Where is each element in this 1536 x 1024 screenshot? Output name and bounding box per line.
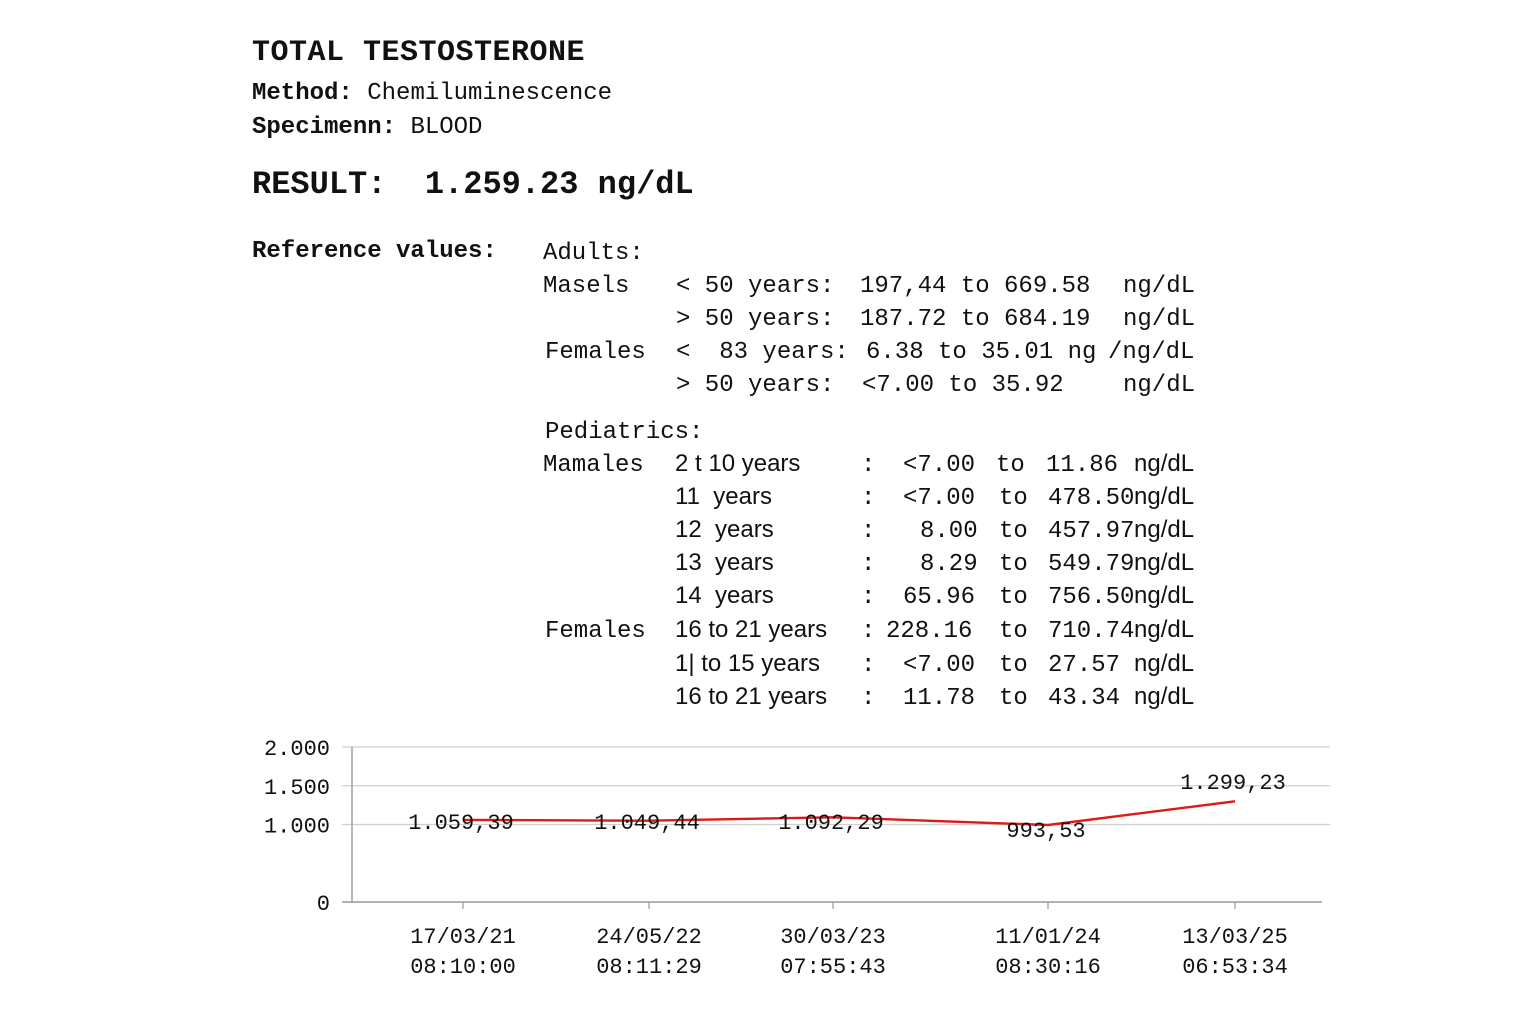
ped-unit: ng/dL bbox=[1134, 450, 1195, 477]
ped-unit: ng/dL bbox=[1134, 616, 1195, 643]
x-tick-date: 30/03/23 bbox=[780, 925, 886, 950]
ped-unit: ng/dL bbox=[1134, 516, 1195, 543]
x-tick-date: 24/05/22 bbox=[596, 925, 702, 950]
adult-range: <7.00 to 35.92 bbox=[862, 372, 1064, 399]
adult-group: Masels bbox=[543, 273, 630, 300]
ped-low: <7.00 bbox=[903, 452, 976, 479]
y-tick-label: 0 bbox=[316, 892, 330, 917]
y-tick-label: 2.000 bbox=[263, 737, 330, 762]
ped-to: to bbox=[999, 685, 1028, 712]
ped-high: 457.97 bbox=[1048, 518, 1135, 545]
x-tick-time: 06:53:34 bbox=[1182, 955, 1288, 980]
ped-low: <7.00 bbox=[903, 485, 976, 512]
x-tick-date: 17/03/21 bbox=[410, 925, 516, 950]
ped-group: Females bbox=[545, 618, 646, 645]
ped-unit: ng/dL bbox=[1134, 483, 1195, 510]
ped-age: 16 to 21 years bbox=[675, 616, 828, 643]
ped-high: 11.86 bbox=[1046, 452, 1119, 479]
ped-sep: : bbox=[861, 452, 876, 479]
x-tick-time: 08:11:29 bbox=[596, 955, 702, 980]
ped-low: 228.16 bbox=[886, 618, 973, 645]
adult-unit: /ng/dL bbox=[1108, 339, 1195, 366]
ped-sep: : bbox=[861, 551, 876, 578]
data-label: 1.299,23 bbox=[1180, 771, 1286, 796]
adult-unit: ng/dL bbox=[1123, 306, 1196, 333]
data-label: 1.049,44 bbox=[594, 811, 700, 836]
ped-age: 14 years bbox=[675, 582, 774, 609]
adult-range: 197,44 to 669.58 bbox=[860, 273, 1091, 300]
specimen-line bbox=[252, 114, 482, 141]
history-line-chart bbox=[0, 720, 1536, 1010]
ped-sep: : bbox=[861, 485, 876, 512]
reference-values-label: Reference values: bbox=[252, 238, 497, 265]
adult-age: < 50 years: bbox=[676, 273, 835, 300]
ped-age: 2 t 10 years bbox=[675, 450, 801, 477]
data-label: 993,53 bbox=[1006, 819, 1086, 844]
adult-age: < 83 years: bbox=[676, 339, 849, 366]
ped-low: 65.96 bbox=[903, 584, 976, 611]
specimen-label: Specimenn: bbox=[252, 114, 397, 141]
adults-heading: Adults: bbox=[543, 240, 644, 267]
ped-unit: ng/dL bbox=[1134, 582, 1195, 609]
method-value: Chemiluminescence bbox=[367, 80, 613, 107]
ped-sep: : bbox=[861, 584, 876, 611]
ped-age: 12 years bbox=[675, 516, 774, 543]
ped-high: 27.57 bbox=[1048, 652, 1121, 679]
ped-low: 8.29 bbox=[920, 551, 978, 578]
ped-to: to bbox=[999, 551, 1028, 578]
method-line bbox=[252, 80, 612, 107]
specimen-value: BLOOD bbox=[410, 114, 483, 141]
data-label: 1.092,29 bbox=[778, 811, 884, 836]
x-tick-time: 08:10:00 bbox=[410, 955, 516, 980]
adult-group: Females bbox=[545, 339, 646, 366]
method-label: Method: bbox=[252, 80, 353, 107]
ped-to: to bbox=[999, 518, 1028, 545]
adult-range: 6.38 to 35.01 ng bbox=[866, 339, 1097, 366]
ped-sep: : bbox=[861, 685, 876, 712]
x-tick-date: 11/01/24 bbox=[995, 925, 1101, 950]
ped-age: 1| to 15 years bbox=[675, 650, 820, 677]
x-tick-date: 13/03/25 bbox=[1182, 925, 1288, 950]
ped-to: to bbox=[999, 485, 1028, 512]
ped-sep: : bbox=[861, 618, 876, 645]
adult-unit: ng/dL bbox=[1123, 273, 1196, 300]
result-label: RESULT: bbox=[252, 166, 387, 203]
y-tick-label: 1.500 bbox=[263, 775, 330, 801]
ped-unit: ng/dL bbox=[1134, 549, 1195, 576]
x-tick-time: 07:55:43 bbox=[780, 955, 886, 980]
x-tick-time: 08:30:16 bbox=[995, 955, 1101, 980]
adult-age: > 50 years: bbox=[676, 306, 835, 333]
ped-to: to bbox=[999, 652, 1028, 679]
ped-low: <7.00 bbox=[903, 652, 976, 679]
pediatrics-heading: Pediatrics: bbox=[545, 419, 704, 446]
data-label: 1.059,39 bbox=[408, 811, 514, 836]
ped-to: to bbox=[999, 584, 1028, 611]
ped-high: 756.50 bbox=[1048, 584, 1135, 611]
ped-high: 478.50 bbox=[1048, 485, 1135, 512]
y-tick-label: 1.000 bbox=[263, 814, 330, 840]
ped-unit: ng/dL bbox=[1134, 650, 1195, 677]
ped-sep: : bbox=[861, 652, 876, 679]
result-value: 1.259.23 ng/dL bbox=[424, 166, 694, 203]
adult-range: 187.72 to 684.19 bbox=[860, 306, 1091, 333]
ped-high: 710.74 bbox=[1048, 618, 1135, 645]
ped-age: 13 years bbox=[675, 549, 774, 576]
ped-high: 43.34 bbox=[1048, 685, 1121, 712]
adult-unit: ng/dL bbox=[1123, 372, 1196, 399]
ped-high: 549.79 bbox=[1048, 551, 1135, 578]
ped-age: 11 years bbox=[675, 483, 772, 510]
ped-low: 8.00 bbox=[920, 518, 978, 545]
ped-to: to bbox=[996, 452, 1025, 479]
ped-age: 16 to 21 years bbox=[675, 683, 828, 710]
ped-unit: ng/dL bbox=[1134, 683, 1195, 710]
adult-age: > 50 years: bbox=[676, 372, 835, 399]
test-title: TOTAL TESTOSTERONE bbox=[252, 36, 586, 70]
ped-to: to bbox=[999, 618, 1028, 645]
result-line bbox=[252, 166, 694, 203]
ped-group: Mamales bbox=[543, 452, 644, 479]
ped-sep: : bbox=[861, 518, 876, 545]
ped-low: 11.78 bbox=[903, 685, 976, 712]
